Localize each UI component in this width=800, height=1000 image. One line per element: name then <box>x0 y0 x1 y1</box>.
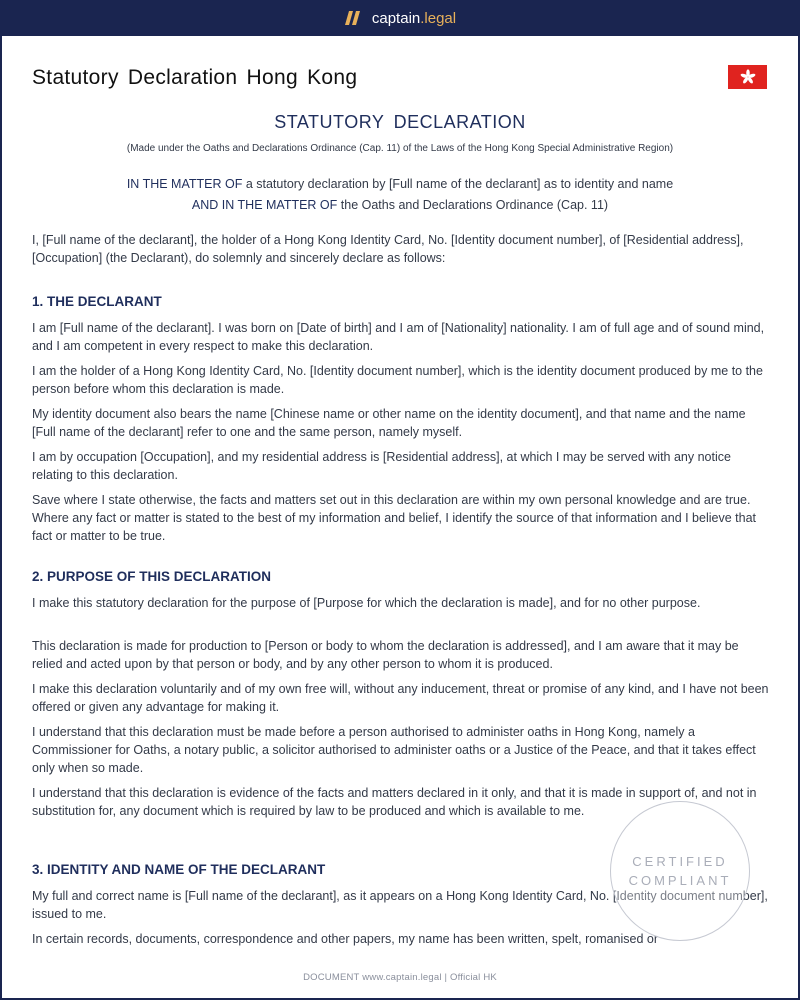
section-title-purpose: 2. PURPOSE OF THIS DECLARATION <box>32 569 272 584</box>
brand-name-prefix: captain <box>371 9 421 27</box>
section-2-paragraph: This declaration is made for production to [Person or body to whom the declaration is addressed], and I am aware that it may be relied and acted upon by that person or body, and by any other person to whom it is produced. <box>32 639 739 671</box>
stamp-line-2: COMPLIANT <box>628 873 732 888</box>
declaration-heading: STATUTORY DECLARATION <box>274 112 526 132</box>
stamp-line-1: CERTIFIED <box>632 854 728 869</box>
document-footer: DOCUMENT www.captain.legal | Official HK <box>303 972 497 983</box>
section-3-paragraph: My full and correct name is [Full name of the declarant], as it appears on a Hong Kong Identity Card, No. [Identity document number], issued to me. <box>32 889 768 921</box>
document-page <box>2 36 798 998</box>
section-1-paragraph: Save where I state otherwise, the facts and matters set out in this declaration are within my own personal knowledge and are true. Where any fact or matter is stated to the best of my information and belief, I identify the source of that information and I believe that fact or matter to be true. <box>32 493 756 543</box>
double-slash-logo-icon <box>344 10 364 26</box>
matter-line-1 <box>2 177 798 191</box>
hong-kong-flag-icon <box>728 65 767 89</box>
matter-line-1-prefix: IN THE MATTER OF <box>126 177 243 191</box>
top-bar <box>0 0 800 36</box>
section-2-paragraph: I understand that this declaration is evidence of the facts and matters declared in it only, and that it is made in support of, and not in substitution for, any document which is required by law to be produced and which is available to me. <box>32 786 757 818</box>
section-1-paragraph: I am the holder of a Hong Kong Identity Card, No. [Identity document number], which is the identity document produced by me to the person before whom this declaration is made. <box>32 364 763 396</box>
section-1-paragraph: My identity document also bears the name [Chinese name or other name on the identity document], and that name and the name [Full name of the declarant] refer to one and the same person, namely myself. <box>32 407 746 439</box>
section-3-paragraph: In certain records, documents, correspondence and other papers, my name has been written, spelt, romanised or <box>32 932 659 946</box>
section-title-identity: 3. IDENTITY AND NAME OF THE DECLARANT <box>32 862 326 877</box>
section-1-paragraph: I am [Full name of the declarant]. I was born on [Date of birth] and I am of [Nationality] nationality. I am of full age and of sound mind, and I am competent in every respect to make this declaration. <box>32 321 765 353</box>
declaration-subheading: (Made under the Oaths and Declarations Ordinance (Cap. 11) of the Laws of the Hong Kong Special Administrative Region) <box>126 143 674 154</box>
section-2-paragraph: I make this declaration voluntarily and of my own free will, without any inducement, threat or promise of any kind, and I have not been offered or given any advantage for making it. <box>32 682 769 714</box>
section-2-paragraph: I make this statutory declaration for the purpose of [Purpose for which the declaration is made], and for no other purpose. <box>32 596 701 610</box>
matter-line-2-prefix: AND IN THE MATTER OF <box>191 198 338 212</box>
brand-name[interactable] <box>372 10 456 27</box>
certified-compliant-stamp <box>610 801 750 941</box>
matter-line-1-rest: a statutory declaration by [Full name of the declarant] as to identity and name <box>245 177 674 191</box>
brand-name-suffix: .legal <box>420 9 457 27</box>
document-title: Statutory Declaration Hong Kong <box>32 66 358 89</box>
section-2-paragraph: I understand that this declaration must be made before a person authorised to administer oaths in Hong Kong, namely a Commissioner for Oaths, a notary public, a solicitor authorised to administer oaths or a Justice of the Peace, and that it takes effect only when so made. <box>32 725 756 775</box>
section-title-declarant: 1. THE DECLARANT <box>32 294 162 309</box>
matter-line-2-rest: the Oaths and Declarations Ordinance (Cap. 11) <box>340 198 609 212</box>
matter-line-2 <box>2 198 798 212</box>
section-1-paragraph: I am by occupation [Occupation], and my residential address is [Residential address], at which I may be served with any notice relating to this declaration. <box>32 450 731 482</box>
intro-paragraph: I, [Full name of the declarant], the holder of a Hong Kong Identity Card, No. [Identity document number], of [Residential address], [Occupation] (the Declarant), do solemnly and sincerely declare as follows: <box>32 233 744 265</box>
